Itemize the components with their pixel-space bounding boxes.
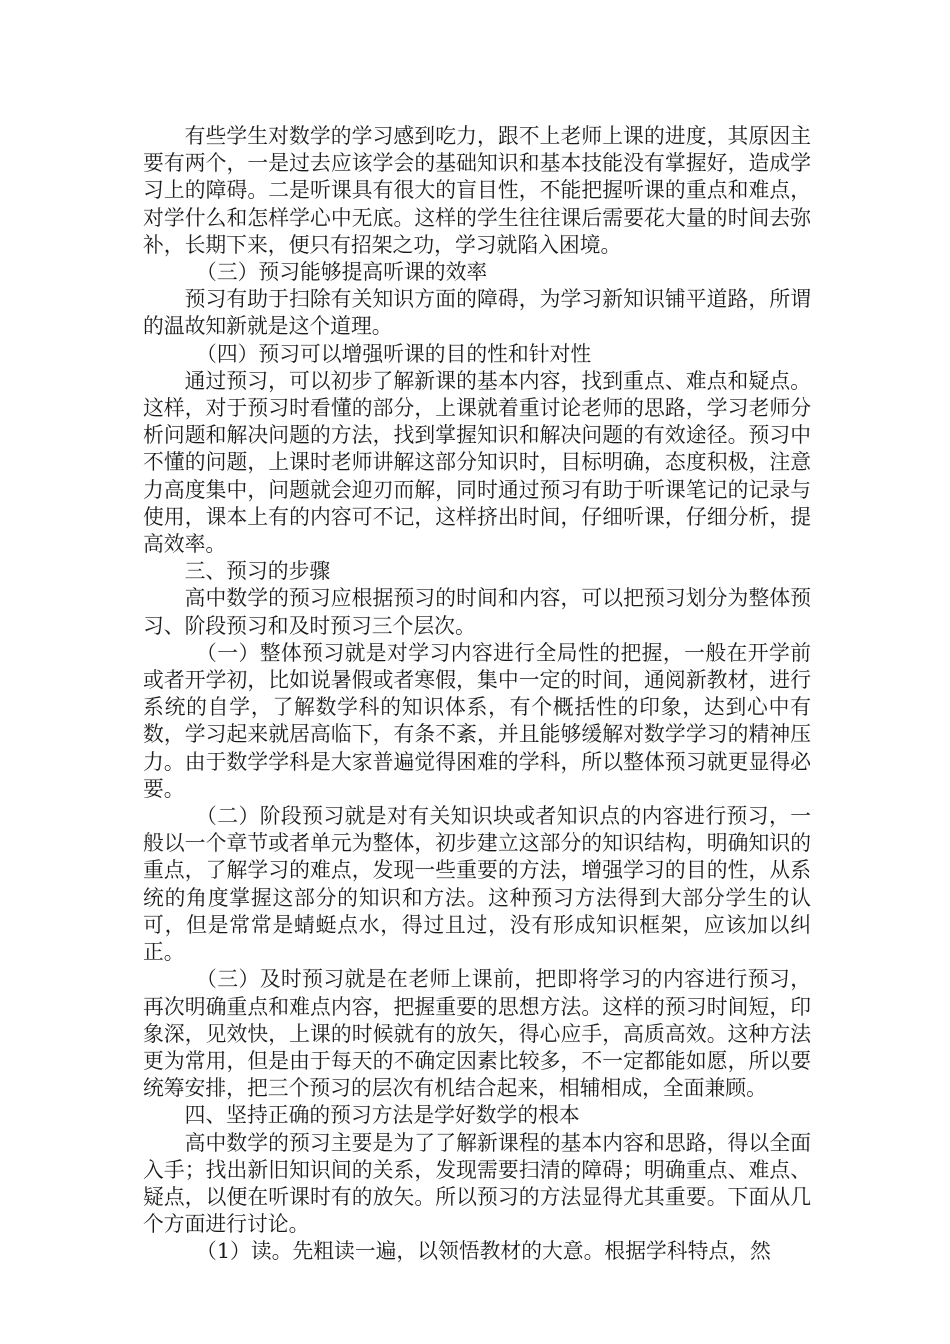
paragraph-read: （1）读。先粗读一遍，以领悟教材的大意。根据学科特点，然 bbox=[196, 1239, 771, 1264]
paragraph-methods-intro: 高中数学的预习主要是为了了解新课程的基本内容和思路，得以全面入手；找出新旧知识间的关系，发现需要扫清的障碍；明确重点、难点、疑点，以便在听课时有的放矢。所以预习的方法显得尤其重要。下面从几个方面进行讨论。 bbox=[143, 1130, 811, 1237]
paragraph-efficiency: 预习有助于扫除有关知识方面的障碍，为学习新知识铺平道路，所谓的温故知新就是这个道理。 bbox=[143, 287, 811, 339]
section-heading-3: 三、预习的步骤 bbox=[184, 559, 331, 584]
paragraph-stage-preview: （二）阶段预习就是对有关知识块或者知识点的内容进行预习，一般以一个章节或者单元为整体，初步建立这部分的知识结构，明确知识的重点，了解学习的难点，发现一些重要的方法，增强学习的目的性，从系统的角度掌握这部分的知识和方法。这种预习方法得到大部分学生的认可，但是常常是蜻蜓点水，得过且过，没有形成知识框架，应该加以纠正。 bbox=[143, 804, 811, 965]
paragraph-causes-of-difficulty: 有些学生对数学的学习感到吃力，跟不上老师上课的进度，其原因主要有两个，一是过去应该学会的基础知识和基本技能没有掌握好，造成学习上的障碍。二是听课具有很大的盲目性，不能把握听课的重点和难点，对学什么和怎样学心中无底。这样的学生往往课后需要花大量的时间去弥补，长期下来，便只有招架之功，学习就陷入困境。 bbox=[143, 124, 811, 257]
paragraph-steps-intro: 高中数学的预习应根据预习的时间和内容，可以把预习划分为整体预习、阶段预习和及时预习三个层次。 bbox=[143, 586, 811, 638]
paragraph-purpose: 通过预习，可以初步了解新课的基本内容，找到重点、难点和疑点。这样，对于预习时看懂的部分，上课就着重讨论老师的思路，学习老师分析问题和解决问题的方法，找到掌握知识和解决问题的有效途径。预习中不懂的问题，上课时老师讲解这部分知识时，目标明确，态度积极，注意力高度集中，问题就会迎刃而解，同时通过预习有助于听课笔记的记录与使用，课本上有的内容可不记，这样挤出时间，仔细听课，仔细分析，提高效率。 bbox=[143, 368, 811, 557]
subheading-4: （四）预习可以增强听课的目的性和针对性 bbox=[196, 341, 592, 366]
paragraph-timely-preview: （三）及时预习就是在老师上课前，把即将学习的内容进行预习，再次明确重点和难点内容，把握重要的思想方法。这样的预习时间短，印象深，见效快，上课的时候就有的放矢，得心应手，高质高效。这种方法更为常用，但是由于每天的不确定因素比较多，不一定都能如愿，所以要统筹安排，把三个预习的层次有机结合起来，相辅相成，全面兼顾。 bbox=[143, 967, 811, 1101]
section-heading-4: 四、坚持正确的预习方法是学好数学的根本 bbox=[184, 1103, 580, 1128]
document-page bbox=[143, 123, 811, 1266]
subheading-3: （三）预习能够提高听课的效率 bbox=[196, 260, 488, 285]
paragraph-overall-preview: （一）整体预习就是对学习内容进行全局性的把握，一般在开学前或者开学初，比如说暑假或者寒假，集中一定的时间，通阅新教材，进行系统的自学，了解数学科的知识体系，有个概括性的印象，达到心中有数，学习起来就居高临下，有条不紊，并且能够缓解对数学学习的精神压力。由于数学学科是大家普遍觉得困难的学科，所以整体预习就更显得必要。 bbox=[143, 640, 811, 801]
